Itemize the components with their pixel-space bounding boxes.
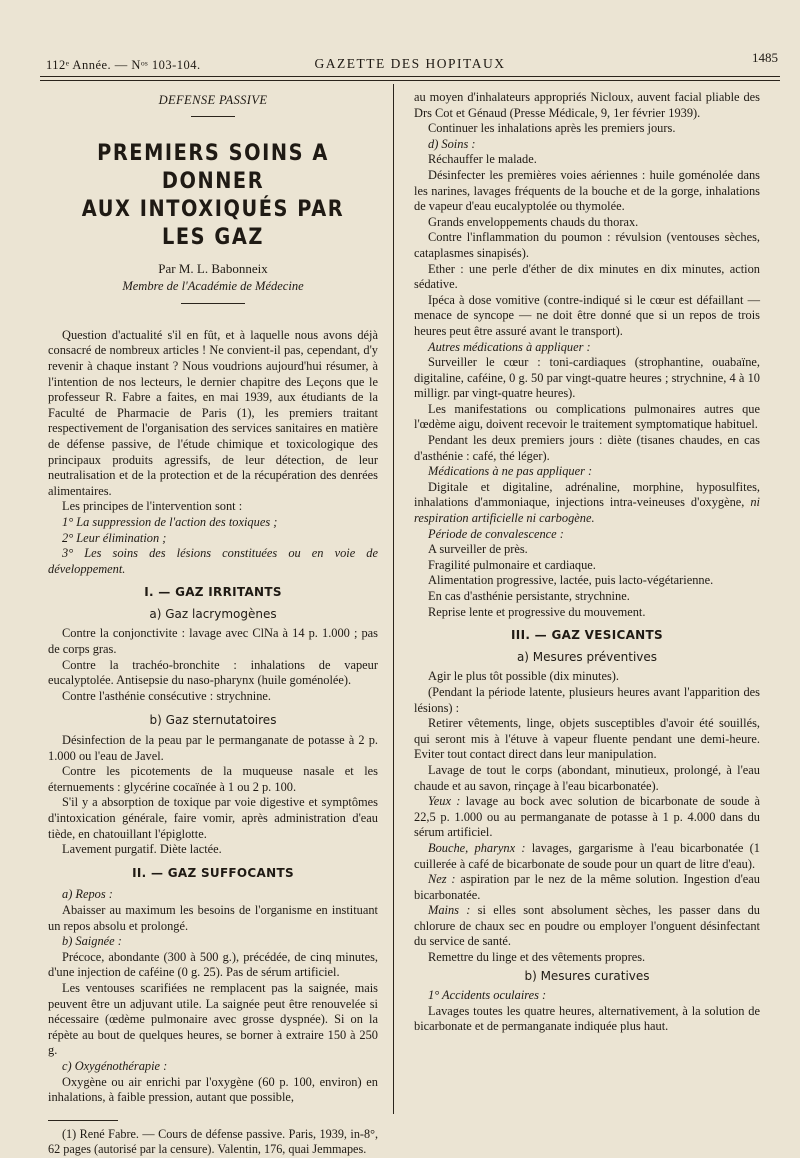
header-rule <box>40 76 780 77</box>
text-run: Digitale et digitaline, adrénaline, morphine, hyposulfites, inhalations d'ammoniaque, injections intra-veineuses d'oxygène, <box>414 479 760 510</box>
section-1-heading: I. — GAZ IRRITANTS <box>144 585 282 600</box>
paragraph: Les manifestations ou complications pulmonaires autres que l'œdème aigu, doivent recevoir le traitement symptomatique habituel. <box>414 401 760 432</box>
journal-title: GAZETTE DES HOPITAUX <box>314 56 506 71</box>
paragraph: Abaisser au maximum les besoins de l'organisme en instituant un repos absolu et prolongé. <box>48 902 378 933</box>
subsection-heading: c) Oxygénothérapie : <box>62 1058 168 1073</box>
section-1b-heading: b) Gaz sternutatoires <box>149 713 277 728</box>
paragraph <box>414 794 760 841</box>
paragraph: En cas d'asthénie persistante, strychnine. <box>428 589 630 603</box>
header-rule-thin <box>40 80 780 81</box>
paragraph: S'il y a absorption de toxique par voie digestive et symptômes d'intoxication générale, faire vomir, après administration d'eau tiède, en chatouillant l'épiglotte. <box>48 795 378 841</box>
paragraph: Lavages toutes les quatre heures, alternativement, à la solution de bicarbonate et de permanganate indiquée plus haut. <box>414 1003 760 1034</box>
paragraph: Contre l'inflammation du poumon : révulsion (ventouses sèches, cataplasmes sinapisés). <box>414 230 760 260</box>
paragraph: Pendant les deux premiers jours : diète (tisanes chaudes, en cas d'asthénie : café, thé léger). <box>414 433 760 463</box>
paragraph: au moyen d'inhalateurs appropriés Nicloux, auvent facial pliable des Drs Cot et Génaud (Presse Médicale, 9, 1er février 1939). <box>414 90 760 120</box>
subsection-heading: Médications à ne pas appliquer : <box>428 464 593 479</box>
page-number: 1485 <box>752 50 778 65</box>
paragraph: Ether : une perle d'éther de dix minutes en dix minutes, action sédative. <box>414 261 760 292</box>
paragraph: Contre la trachéo-bronchite : inhalations de vapeur eucalyptolée. Antisepsie du naso-pharynx (huile goménolée). <box>48 657 378 688</box>
subsection-heading: b) Saignée : <box>62 934 122 949</box>
paragraph: Oxygène ou air enrichi par l'oxygène (60 p. 100, environ) en inhalations, à faible pression, autant que possible, <box>48 1074 378 1105</box>
text-run: lavages, gargarisme à l'eau bicarbonatée (1 cuillerée à café de bicarbonate de soude pour un quart de litre d'eau). <box>414 840 760 871</box>
run-label: Bouche, pharynx : <box>428 840 526 855</box>
section-3b-heading: b) Mesures curatives <box>524 968 650 983</box>
text-run: si elles sont absolument sèches, les passer dans du chlorure de chaux sec en poudre ou employer l'onguent désinfectant du service de santé. <box>414 903 760 949</box>
right-column <box>414 90 760 1035</box>
paragraph: A surveiller de près. <box>428 542 528 557</box>
paragraph <box>414 480 760 527</box>
section-3-heading: III. — GAZ VESICANTS <box>511 628 663 643</box>
section-1a-heading: a) Gaz lacrymogènes <box>149 606 277 621</box>
intro-paragraph: Question d'actualité s'il en fût, et à laquelle nous avons déjà consacré de nombreux articles ! Ne convient-il pas, cependant, d'y revenir à chaque instant ? Nous voudrions aujourd'hui résumer, à l'intention de nos lecteurs, le dernier chapitre des Leçons que le professeur R. Fabre a faites, en mai 1939, aux étudiants de la Faculté de Pharmacie de Paris (1), les premiers traitant respectivement de l'organisation des services sanitaires en matière de défense passive, de l'étude chimique et toxicologique des principaux produits agressifs, de leur détection, de leur neutralisation et de la protection et de la récupération des denrées alimentaires. <box>48 327 378 498</box>
principle-3: 3° Les soins des lésions constituées ou en voie de développement. <box>48 546 378 576</box>
paragraph: Précoce, abondante (300 à 500 g.), précédée, de cinq minutes, d'une injection de caféine (0 g. 25). Pas de sérum artificiel. <box>48 949 378 980</box>
section-3a-heading: a) Mesures préventives <box>516 649 658 664</box>
principles-intro: Les principes de l'intervention sont : <box>62 499 243 514</box>
paragraph: Reprise lente et progressive du mouvement. <box>428 604 646 619</box>
paragraph: Ipéca à dose vomitive (contre-indiqué si le cœur est défaillant — menace de syncope — ne doit être donné que si un repos de trois heures peut être assuré avant le transport). <box>414 292 760 338</box>
byline-rule <box>181 303 245 304</box>
paragraph <box>414 841 760 872</box>
subsection-heading: Période de convalescence : <box>428 526 564 541</box>
paragraph: Désinfection de la peau par le permanganate de potasse à 2 p. 1.000 ou l'eau de Javel. <box>48 733 378 763</box>
paragraph: Désinfecter les premières voies aériennes : huile goménolée dans les narines, lavages fréquents de la bouche et de la gorge, inhalations de vapeur d'eau eucalyptolée ou thymolée. <box>414 167 760 214</box>
paragraph: Contre les picotements de la muqueuse nasale et les éternuements : glycérine cocaïnée à 1 ou 2 p. 100. <box>48 764 378 794</box>
page-header <box>40 50 780 74</box>
paragraph: Alimentation progressive, lactée, puis lacto-végétarienne. <box>428 573 714 588</box>
principle-2: 2° Leur élimination ; <box>62 530 167 545</box>
author-role: Membre de l'Académie de Médecine <box>122 279 304 294</box>
section-2-heading: II. — GAZ SUFFOCANTS <box>132 865 294 880</box>
footnote-rule <box>48 1120 118 1121</box>
paragraph: Réchauffer le malade. <box>428 152 537 167</box>
left-column <box>48 90 378 1158</box>
paragraph: Continuer les inhalations après les premiers jours. <box>428 121 676 136</box>
text-run-italic: ni respiration artificielle ni carbogène. <box>414 495 760 526</box>
paragraph: Lavement purgatif. Diète lactée. <box>62 842 222 857</box>
column-divider <box>393 84 394 1114</box>
article-title-line-1: PREMIERS SOINS A DONNER <box>97 139 329 194</box>
paragraph: (Pendant la période latente, plusieurs heures avant l'apparition des lésions) : <box>414 684 760 715</box>
paragraph: Lavage de tout le corps (abondant, minutieux, prolongé, à l'eau chaude et au savon, rinçage à l'eau bicarbonatée). <box>414 762 760 793</box>
run-label: Nez : <box>428 872 456 887</box>
text-run: aspiration par le nez de la même solution. Ingestion d'eau bicarbonatée. <box>414 872 760 902</box>
subsection-heading: d) Soins : <box>428 136 476 151</box>
subsection-heading: Autres médications à appliquer : <box>428 339 591 354</box>
subsection-heading: a) Repos : <box>62 887 113 902</box>
article-kicker: DEFENSE PASSIVE <box>158 93 268 107</box>
paragraph <box>414 872 760 903</box>
principle-1: 1° La suppression de l'action des toxiques ; <box>62 514 278 529</box>
paragraph: Grands enveloppements chauds du thorax. <box>428 214 639 229</box>
issue-info: 112ᵉ Année. — Nᵒˢ 103-104. <box>46 58 201 72</box>
run-label: Yeux : <box>428 794 461 809</box>
paragraph: Retirer vêtements, linge, objets susceptibles d'avoir été souillés, qui seront mis à l'étuve à vapeur fluente pendant une demi-heure. Eviter tout contact direct dans leur manipulation. <box>414 716 760 762</box>
text-run: lavage au bock avec solution de bicarbonate de soude à 22,5 p. 1.000 ou au permanganate de potasse à 1 p. 4.000 dans du sérum artificiel. <box>414 794 760 840</box>
paragraph: Remettre du linge et des vêtements propres. <box>428 950 646 965</box>
paragraph: Contre l'asthénie consécutive : strychnine. <box>62 688 272 703</box>
footnote: (1) René Fabre. — Cours de défense passive. Paris, 1939, in-8°, 62 pages (autorisé par la censure). Valentin, 176, quai Jemmapes. <box>48 1126 378 1157</box>
paragraph <box>414 903 760 950</box>
paragraph: Contre la conjonctivite : lavage avec ClNa à 14 p. 1.000 ; pas de corps gras. <box>48 626 378 657</box>
author-byline: Par M. L. Babonneix <box>158 260 268 276</box>
subsection-heading: 1° Accidents oculaires : <box>428 988 547 1003</box>
article-title-line-2: AUX INTOXIQUÉS PAR LES GAZ <box>81 195 345 250</box>
run-label: Mains : <box>428 903 471 918</box>
paragraph: Fragilité pulmonaire et cardiaque. <box>428 557 596 572</box>
kicker-rule <box>191 116 235 117</box>
paragraph: Surveiller le cœur : toni-cardiaques (strophantine, ouabaïne, digitaline, caféine, 0 g. 50 par vingt-quatre heures ; strychnine, 4 à 10 milligr. par vingt-quatre heures). <box>414 355 760 401</box>
paragraph: Agir le plus tôt possible (dix minutes). <box>428 669 620 684</box>
paragraph: Les ventouses scarifiées ne remplacent pas la saignée, mais peuvent être un adjuvant utile. La saignée peut être renouvelée si nécessaire (œdème pulmonaire avec grosse dyspnée). Si on la répète au bout de quelques heures, se borner à extraire 150 à 250 g. <box>48 980 378 1058</box>
